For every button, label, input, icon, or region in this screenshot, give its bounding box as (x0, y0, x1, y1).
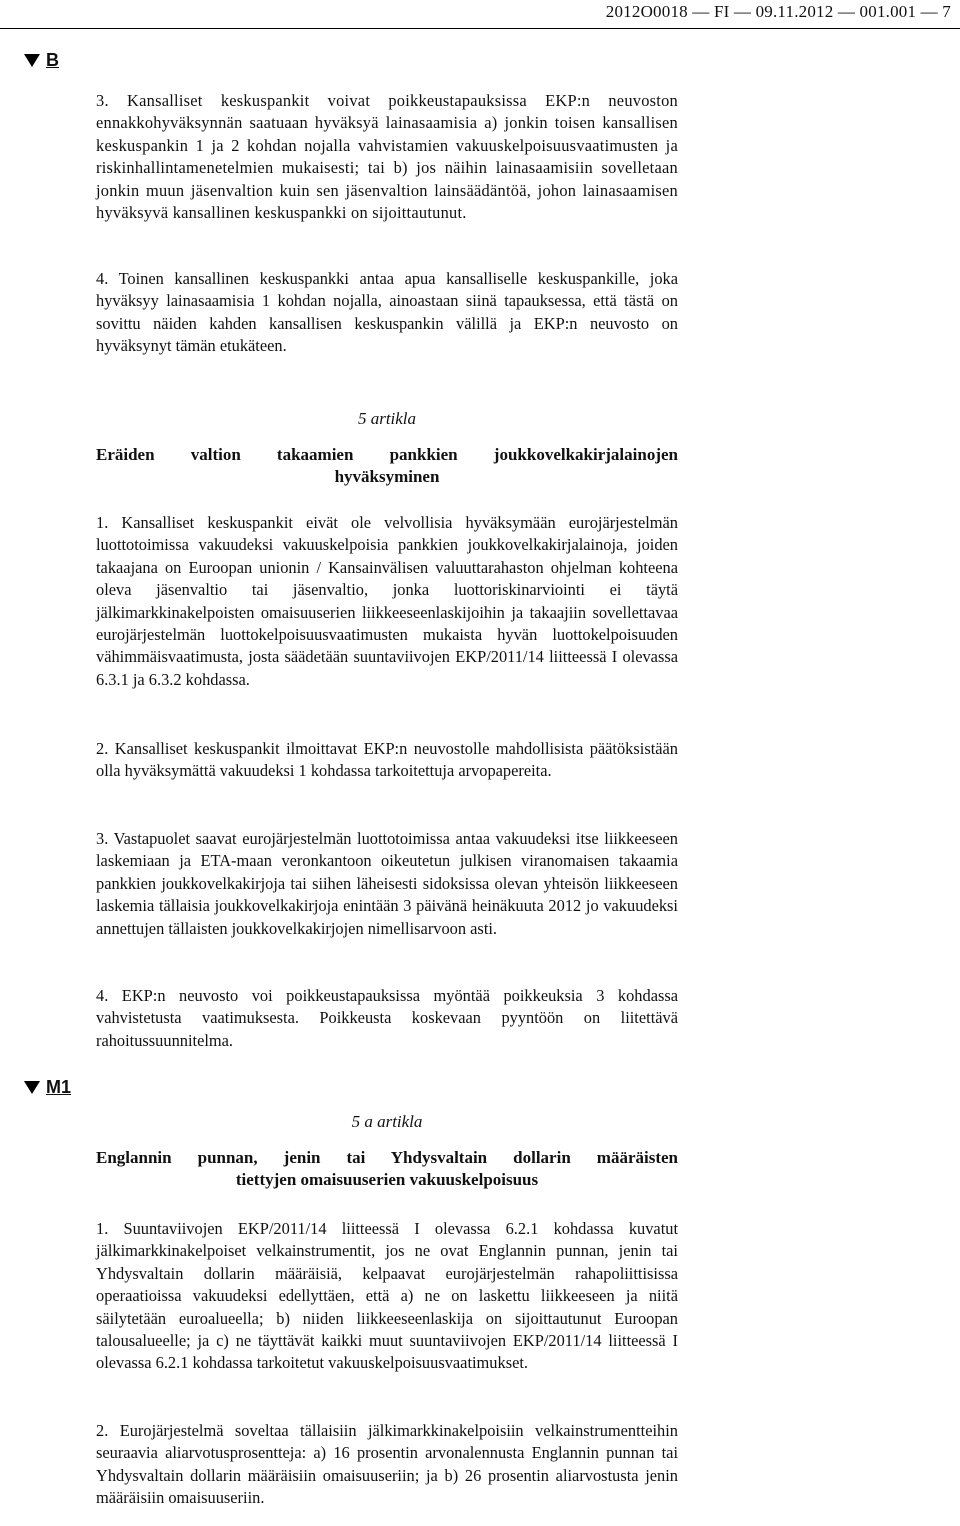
page-header (0, 0, 960, 29)
triangle-down-icon (24, 54, 40, 67)
paragraph-text: 1. Suuntaviivojen EKP/2011/14 liitteessä I olevassa 6.2.1 kohdassa kuvatut jälkimarkkinakelpoiset velkainstrumentit, jos ne ovat Englannin punnan, jenin tai Yhdysvaltain dollarin määräisiä, kelpaavat eurojärjestelmän rahapoliittisissa operaatioissa vakuudeksi edellyttäen, että a) ne on laskettu liikkeeseen ja niitä säilytetään euroalueella; b) niiden liikkeeseenlaskija on sijoittautunut Euroopan talousalueelle; ja c) ne täyttävät kaikki muut suuntaviivojen EKP/2011/14 liitteessä I olevassa 6.2.1 kohdassa tarkoitetut vakuuskelpoisuusvaatimukset. (96, 1219, 678, 1373)
triangle-down-icon (24, 1081, 40, 1094)
paragraph-text: 3. Vastapuolet saavat eurojärjestelmän luottotoimissa antaa vakuudeksi itse liikkeeseen laskemiaan ja ETA-maan veronkantoon oikeutetun julkisen viranomaisen takaamia pankkien joukkovelkakirjoja tai siihen läheisesti sidoksissa olevan yhteisön liikkeeseen laskemia tällaisia joukkovelkakirjoja enintään 3 päivänä heinäkuuta 2012 jo vakuudeksi annettujen tällaisten joukkovelkakirjojen nimellisarvoon asti. (96, 829, 678, 938)
document-reference: 2012O0018 — FI — 09.11.2012 — 001.001 — 7 (605, 2, 951, 21)
title-line: Englannin punnan, jenin tai Yhdysvaltain dollarin määräisten (96, 1148, 678, 1167)
paragraph-text: 4. Toinen kansallinen keskuspankki antaa apua kansalliselle keskuspankille, joka hyväksyy lainasaamisia 1 kohdan nojalla, ainoastaan siinä tapauksessa, että tästä on sovittu näiden kahden kansallisen keskuspankin välillä ja EKP:n neuvosto on hyväksynyt tämän etukäteen. (96, 269, 678, 356)
article-5a-number: 5 a artikla (351, 1112, 423, 1131)
article-5a-paragraph-1 (96, 1218, 678, 1375)
marker-label: B (46, 50, 59, 70)
article-5a-title (96, 1147, 678, 1192)
title-line: Eräiden valtion takaamien pankkien joukkovelkakirjalainojen (96, 445, 678, 464)
paragraph-text: 2. Eurojärjestelmä soveltaa tällaisiin jälkimarkkinakelpoisiin velkainstrumentteihin seuraavia aliarvotusprosentteja: a) 16 prosentin arvonalennusta Englannin punnan tai Yhdysvaltain dollarin määräisiin omaisuuseriin; ja b) 26 prosentin aliarvostusta jenin määräisiin omaisuuseriin. (96, 1421, 678, 1508)
article-5a-paragraph-2 (96, 1420, 678, 1510)
article-5-paragraph-3 (96, 828, 678, 940)
article-4-paragraph-3 (96, 90, 678, 224)
paragraph-text: 3. Kansalliset keskuspankit voivat poikkeustapauksissa EKP:n neuvoston ennakkohyväksynnän saatuaan hyväksyä lainasaamisia a) jonkin toisen kansallisen keskuspankin 1 ja 2 kohdan nojalla vahvistamien vakuuskelpoisuusvaatimusten ja riskinhallintamenetelmien mukaisesti; tai b) jos näihin lainasaamisiin sovelletaan jonkin muun jäsenvaltion kuin sen jäsenvaltion lainsäädäntöä, johon lainasaamisen hyväksyvä kansallinen keskuspankki on sijoittautunut. (96, 91, 678, 223)
amendment-marker-m1 (24, 1077, 71, 1098)
paragraph-text: 4. EKP:n neuvosto voi poikkeustapauksissa myöntää poikkeuksia 3 kohdassa vahvistetusta vaatimuksesta. Poikkeusta koskevaan pyyntöön on liitettävä rahoitussuunnitelma. (96, 986, 678, 1050)
title-line: tiettyjen omaisuuserien vakuuskelpoisuus (235, 1170, 539, 1190)
paragraph-text: 1. Kansalliset keskuspankit eivät ole velvollisia hyväksymään eurojärjestelmän luottotoimissa vakuudeksi vakuuskelpoisia pankkien joukkovelkakirjalainoja, joiden takaajana on Euroopan unionin / Kansainvälisen valuuttarahaston ohjelman kohteena oleva jäsenvaltio tai jäsenvaltio, jonka luottoriskinarviointi ei täytä jälkimarkkinakelpoisten omaisuuserien liikkeeseenlaskijoihin ja takaajiin sovellettavaa eurojärjestelmän luottokelpoisuusvaatimusten mukaista hyvän luottokelpoisuuden vähimmäisvaatimusta, josta säädetään suuntaviivojen EKP/2011/14 liitteessä I olevassa 6.3.1 ja 6.3.2 kohdassa. (96, 513, 678, 689)
article-5-number: 5 artikla (357, 409, 417, 428)
article-4-paragraph-4 (96, 268, 678, 358)
marker-label: M1 (46, 1077, 72, 1097)
amendment-marker-b (24, 50, 59, 71)
article-5-paragraph-2 (96, 738, 678, 783)
paragraph-text: 2. Kansalliset keskuspankit ilmoittavat EKP:n neuvostolle mahdollisista päätöksistään olla hyväksymättä vakuudeksi 1 kohdassa tarkoitettuja arvopapereita. (96, 739, 678, 781)
title-line: hyväksyminen (334, 467, 440, 487)
article-5-paragraph-1 (96, 512, 678, 691)
article-5-paragraph-4 (96, 985, 678, 1052)
article-5-title (96, 444, 678, 489)
